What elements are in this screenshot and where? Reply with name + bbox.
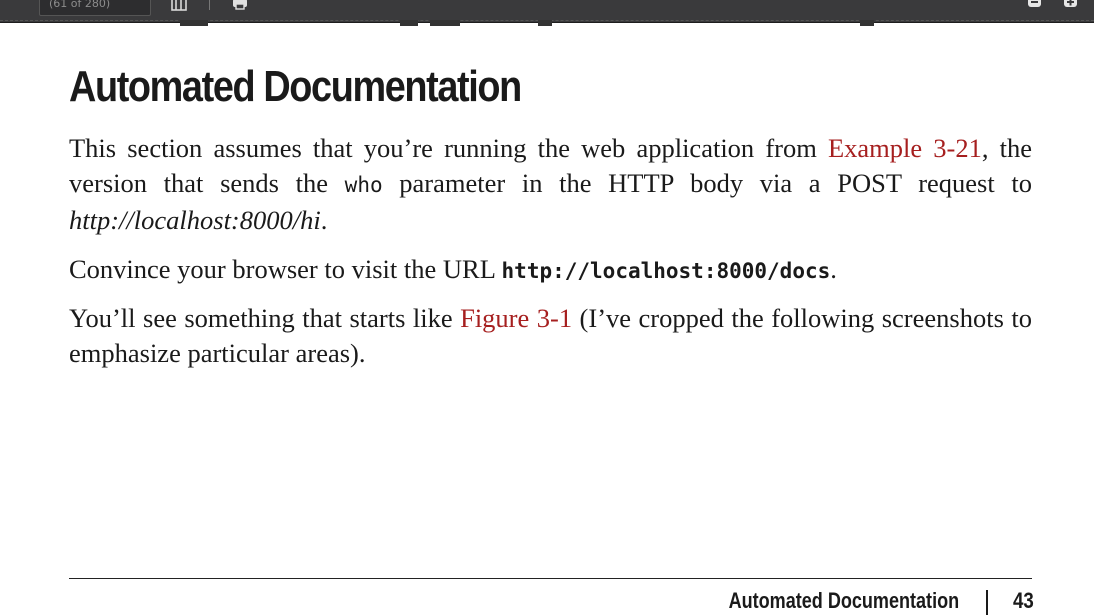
paragraph-text: .	[830, 254, 837, 284]
cropped-previous-line	[0, 20, 1094, 26]
bookmark-icon[interactable]	[171, 0, 187, 11]
page-indicator-field[interactable]: (61 of 280)	[39, 0, 151, 16]
toolbar-separator	[209, 0, 210, 10]
print-icon[interactable]	[232, 0, 248, 11]
zoom-in-icon[interactable]	[1063, 0, 1079, 11]
paragraph-intro	[69, 131, 1032, 238]
paragraph-text: parameter in the HTTP body via a POST request to	[382, 168, 1032, 198]
footer-separator	[986, 590, 988, 615]
footer-rule	[69, 578, 1032, 579]
paragraph-text: , the version that sends the	[69, 133, 1033, 198]
inline-code-who: who	[344, 173, 383, 197]
figure-3-1-link[interactable]: Figure 3-1	[460, 303, 573, 333]
paragraph-text: This section assumes that you’re running the web application from	[69, 133, 828, 163]
paragraph-text: You’ll see something that starts like	[69, 303, 461, 333]
section-title: Automated Documentation	[69, 62, 521, 111]
page-number: 43	[1013, 588, 1034, 613]
paragraph-text: (I’ve cropped the following screenshots to emphasize particular areas).	[69, 303, 1032, 368]
paragraph-visit-docs	[69, 252, 1032, 289]
docs-url-code: http://localhost:8000/docs	[501, 259, 831, 283]
paragraph-figure-reference	[69, 301, 1032, 371]
footer-running-head: Automated Documentation	[728, 588, 959, 613]
example-3-21-link[interactable]: Example 3-21	[827, 133, 982, 163]
zoom-out-icon[interactable]	[1027, 0, 1043, 11]
hi-endpoint-url: http://localhost:8000/hi	[69, 205, 321, 235]
paragraph-text: Convince your browser to visit the URL	[69, 254, 502, 284]
paragraph-text: .	[320, 205, 328, 235]
